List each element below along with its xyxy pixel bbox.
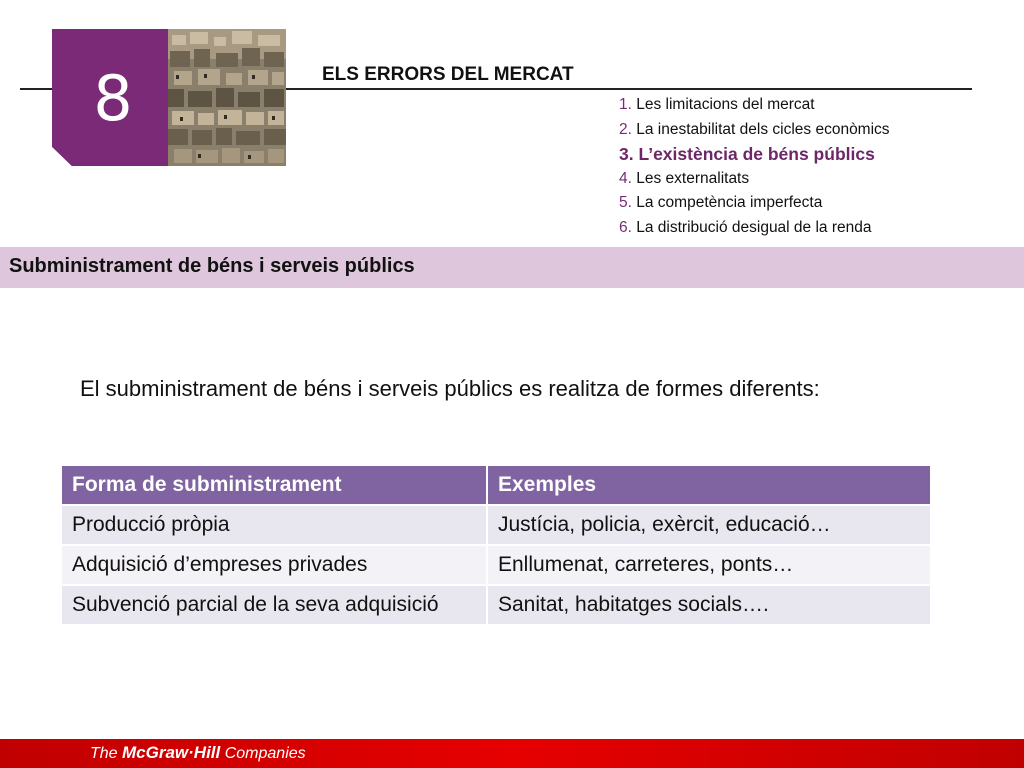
topic-item: 6. La distribució desigual de la renda [619,218,872,236]
topic-item: 5. La competència imperfecta [619,194,823,211]
table-cell: Justícia, policia, exèrcit, educació… [488,506,930,544]
column-header-form: Forma de subministrament [62,466,486,504]
table-cell: Subvenció parcial de la seva adquisició [62,586,486,624]
table-header-row [62,466,930,504]
topic-item: 2. La inestabilitat dels cicles econòmics [619,120,890,138]
topic-list [619,93,890,240]
intro-text: El subministrament de béns i serveis públics es realitza de formes diferents: [80,376,820,401]
topic-item: 1. Les limitacions del mercat [619,96,815,113]
table-row [62,546,930,584]
footer-bar [0,739,1024,768]
topic-item: 4. Les externalitats [619,169,750,187]
unit-title: ELS ERRORS DEL MERCAT [320,64,578,86]
table-row [62,586,930,624]
chapter-number: 8 [93,62,133,135]
hillside-houses-photo [168,29,286,166]
column-header-examples: Exemples [488,466,930,504]
table-cell: Adquisició d’empreses privades [62,546,486,584]
table-cell: Sanitat, habitatges socials…. [488,586,930,624]
section-title: Subministrament de béns i serveis públics [9,255,415,277]
supply-forms-table [60,464,932,626]
table-cell: Producció pròpia [62,506,486,544]
publisher-logo: The McGraw·Hill Companies [90,743,306,762]
section-header-bar [0,247,1024,288]
topic-item-active: 3. L’existència de béns públics [619,144,875,164]
table-row [62,506,930,544]
table-cell: Enllumenat, carreteres, ponts… [488,546,930,584]
